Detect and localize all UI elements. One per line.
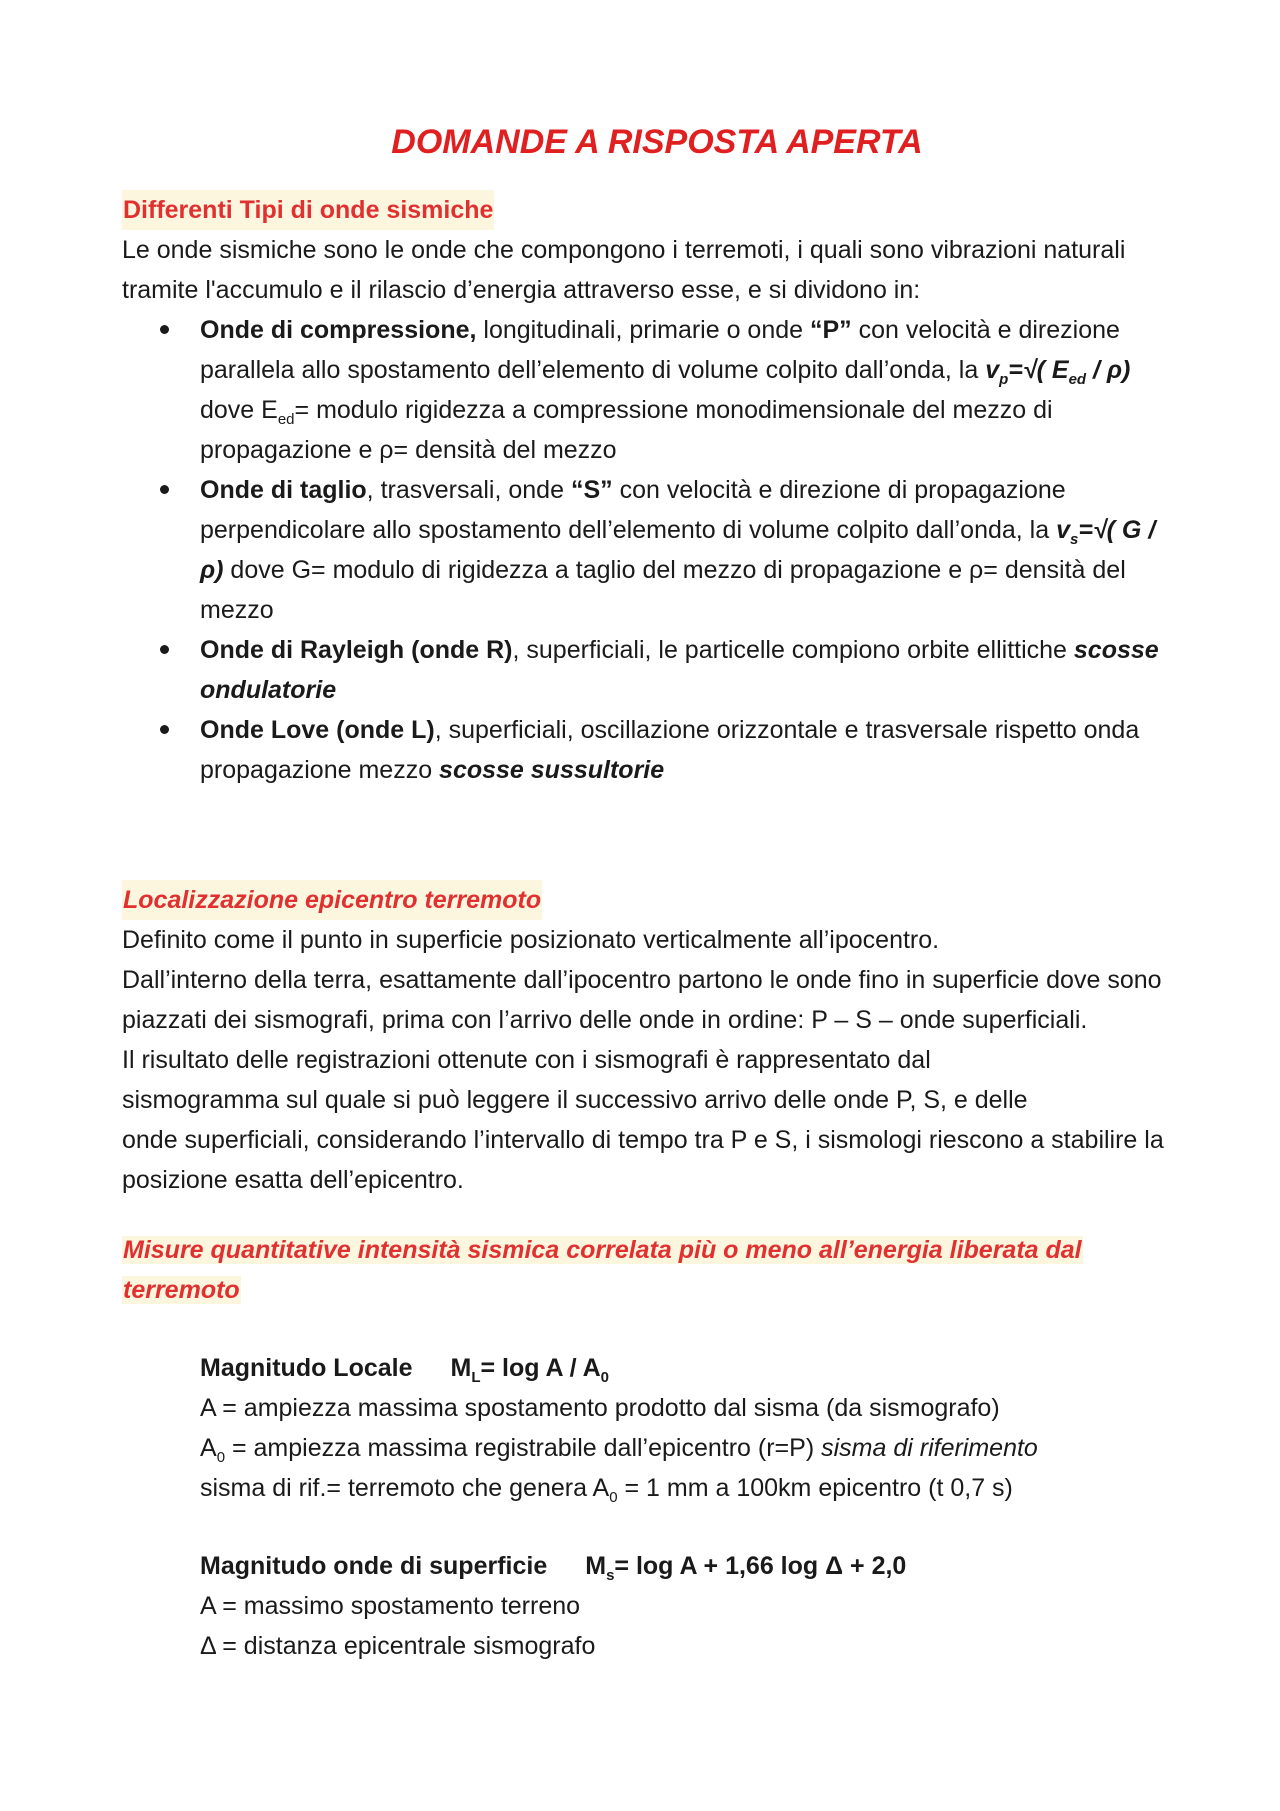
formula-line: Magnitudo onde di superficie $M_s= \log A + 1,66$ log Δ + 2,0 — [200, 1552, 907, 1584]
paragraph: Definito come il punto in superficie posizionato verticalmente all’ipocentro. — [122, 926, 940, 954]
definition-line: sisma di rif.= terremoto che genera $A_0 = 1$ mm a 100km epicentro (t 0,7 s) — [200, 1474, 1013, 1506]
formula-line: Magnitudo Locale $M_L= \log A / A_0$ — [200, 1354, 609, 1386]
paragraph: Dall’interno della terra, esattamente dall’ipocentro partono le onde fino in superficie dove sono piazzati dei sismografi, prima con l’arrivo delle onde in ordine: P – S – onde superficiali. — [122, 966, 1162, 1034]
formula: $v_p=√$( $E_{ed} / \rho$) — [985, 356, 1131, 388]
list-item: Onde Love (onde L), superficiali, oscillazione orizzontale e trasversale rispetto onda propagazione mezzo scosse sussultorie — [200, 710, 1172, 790]
paragraph: onde superficiali, considerando l’intervallo di tempo tra P e S, i sismologi riescono a stabilire la posizione esatta dell’epicentro. — [122, 1126, 1164, 1194]
definition-line: A = massimo spostamento terreno — [200, 1592, 581, 1620]
section-seismic-waves — [122, 190, 1172, 790]
definition-line: $A_0$ = ampiezza massima registrabile dall’epicentro (r=P) sisma di riferimento — [200, 1434, 1038, 1466]
list-item: Onde di Rayleigh (onde R), superficiali, le particelle compiono orbite ellittiche scosse ondulatorie — [200, 630, 1172, 710]
surface-magnitude-block — [122, 1546, 1172, 1666]
local-magnitude-block — [122, 1348, 1172, 1508]
section-heading: Localizzazione epicentro terremoto — [122, 880, 542, 920]
definition-line: Δ = distanza epicentrale sismografo — [200, 1632, 596, 1660]
formula: $v_s=√$( G / ρ) — [200, 516, 1156, 584]
section-heading: Misure quantitative intensità sismica correlata più o meno all’energia liberata dal terremoto — [123, 1236, 1082, 1304]
section-epicenter — [122, 880, 1172, 1200]
section-magnitude — [122, 1230, 1172, 1666]
paragraph: sismogramma sul quale si può leggere il successivo arrivo delle onde P, S, e delle — [122, 1086, 1028, 1114]
definition-line: A = ampiezza massima spostamento prodotto dal sisma (da sismografo) — [200, 1394, 1000, 1422]
paragraph: Il risultato delle registrazioni ottenute con i sismografi è rappresentato dal — [122, 1046, 931, 1074]
page-title: DOMANDE A RISPOSTA APERTA — [391, 123, 923, 161]
section-intro: Le onde sismiche sono le onde che compongono i terremoti, i quali sono vibrazioni naturali tramite l'accumulo e il rilascio d’energia attraverso esse, e si dividono in: — [122, 236, 1126, 304]
list-item: Onde di taglio, trasversali, onde “S” con velocità e direzione di propagazione perpendicolare allo spostamento dell’elemento di volume colpito dall’onda, la $v_s=√$( G / ρ) dove G= modulo di rigidezza a taglio del mezzo di propagazione e ρ= densità del mezzo — [200, 470, 1172, 630]
wave-types-list — [122, 310, 1172, 790]
document-page — [122, 120, 1172, 1666]
list-item: Onde di compressione, longitudinali, primarie o onde “P” con velocità e direzione parallela allo spostamento dell’elemento di volume colpito dall’onda, la $v_p=√$( $E_{ed} / \rho$) dove $E_{ed}=$ modulo rigidezza a compressione monodimensionale del mezzo di propagazione e ρ= densità del mezzo — [200, 310, 1172, 470]
section-heading: Differenti Tipi di onde sismiche — [122, 190, 494, 230]
